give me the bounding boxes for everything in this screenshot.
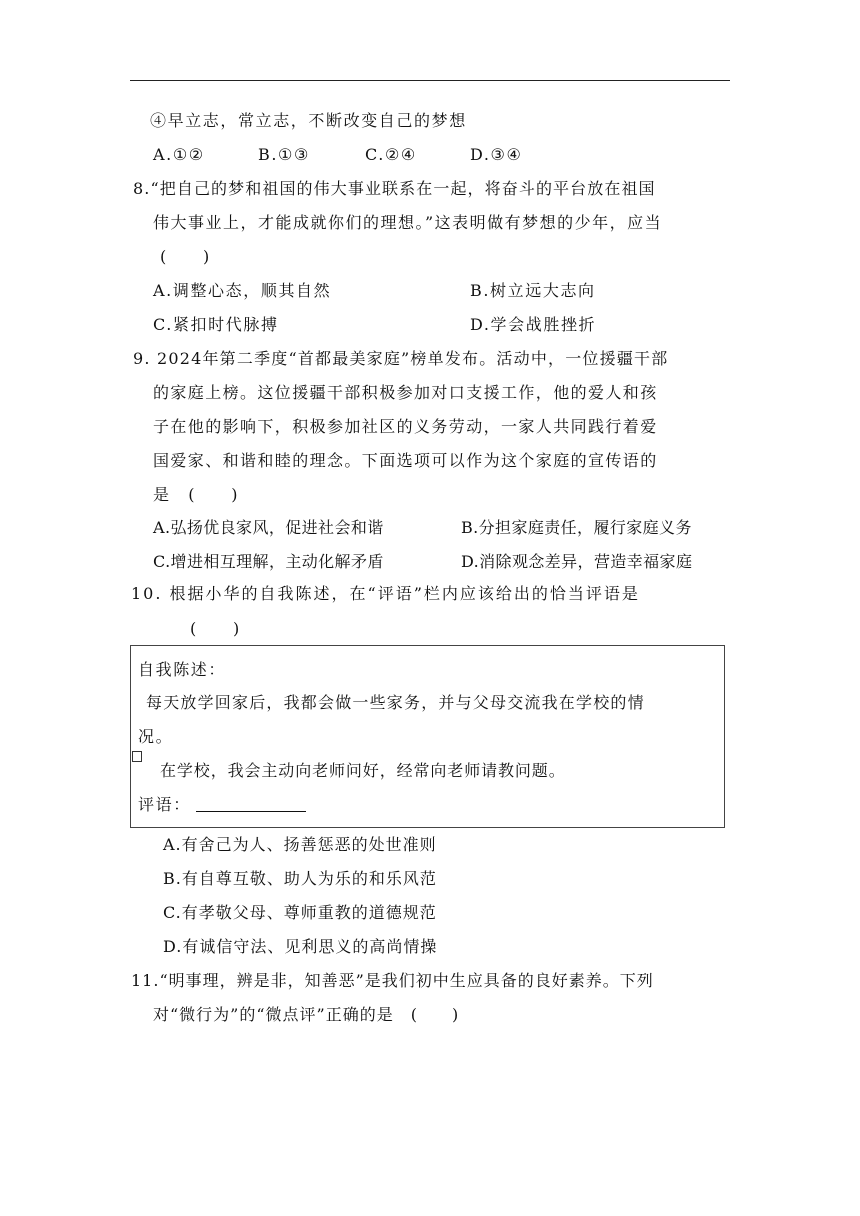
self-statement-para1-line2: 况。 (138, 727, 174, 746)
q10-option-d: D.有诚信守法、见利思义的高尚情操 (163, 937, 438, 956)
q10-option-c: C.有孝敬父母、尊师重教的道德规范 (163, 903, 437, 922)
q9-option-c: C.增进相互理解，主动化解矛盾 (153, 552, 384, 571)
q9-stem-line-1: 9. 2024年第二季度“首都最美家庭”榜单发布。活动中，一位援疆干部 (133, 349, 669, 368)
q8-option-a: A.调整心态，顺其自然 (153, 281, 332, 300)
q9-option-d: D.消除观念差异，营造幸福家庭 (461, 552, 693, 571)
q8-option-b: B.树立远大志向 (470, 281, 596, 300)
q9-stem-line-2: 的家庭上榜。这位援疆干部积极参加对口支援工作，他的爱人和孩 (153, 383, 658, 402)
q7-choice-d: D.③④ (470, 145, 523, 164)
self-statement-para2: 在学校，我会主动向老师问好，经常向老师请教问题。 (160, 761, 566, 780)
q9-stem-line-4: 国爱家、和谐和睦的理念。下面选项可以作为这个家庭的宣传语的 (153, 451, 658, 470)
q8-option-d: D.学会战胜挫折 (470, 315, 597, 334)
q10-option-b: B.有自尊互敬、助人为乐的和乐风范 (163, 869, 437, 888)
q11-stem-line-2: 对“微行为”的“微点评”正确的是 ( ) (153, 1005, 460, 1024)
q8-stem-line-2: 伟大事业上，才能成就你们的理想。”这表明做有梦想的少年，应当 (153, 213, 663, 232)
q9-stem-line-5: 是 ( ) (153, 485, 240, 504)
q7-choice-b: B.①③ (258, 145, 310, 164)
q9-option-b: B.分担家庭责任，履行家庭义务 (461, 518, 692, 537)
q8-option-c: C.紧扣时代脉搏 (153, 315, 279, 334)
q10-option-a: A.有舍己为人、扬善惩恶的处世准则 (163, 835, 437, 854)
comment-label: 评语： (138, 795, 191, 814)
q8-stem-line-1: 8.“把自己的梦和祖国的伟大事业联系在一起，将奋斗的平台放在祖国 (133, 179, 656, 198)
box-square-icon (132, 751, 142, 762)
q9-option-a: A.弘扬优良家风，促进社会和谐 (153, 518, 384, 537)
q11-stem-line-1: 11.“明事理，辨是非，知善恶”是我们初中生应具备的良好素养。下列 (131, 971, 654, 990)
header-rule (130, 80, 730, 81)
self-statement-heading: 自我陈述： (138, 660, 227, 679)
q8-answer-blank: ( ) (160, 247, 211, 266)
self-statement-para1-line1: 每天放学回家后，我都会做一些家务，并与父母交流我在学校的情 (146, 693, 645, 712)
q7-option-4: ④早立志，常立志，不断改变自己的梦想 (150, 111, 467, 130)
q7-choice-c: C.②④ (365, 145, 417, 164)
comment-blank-line (196, 811, 306, 812)
q10-stem-line-1: 10. 根据小华的自我陈述，在“评语”栏内应该给出的恰当评语是 (131, 584, 640, 603)
q10-answer-blank: ( ) (190, 619, 241, 638)
q9-stem-line-3: 子在他的影响下，积极参加社区的义务劳动，一家人共同践行着爱 (153, 417, 658, 436)
q7-choice-a: A.①② (153, 145, 205, 164)
